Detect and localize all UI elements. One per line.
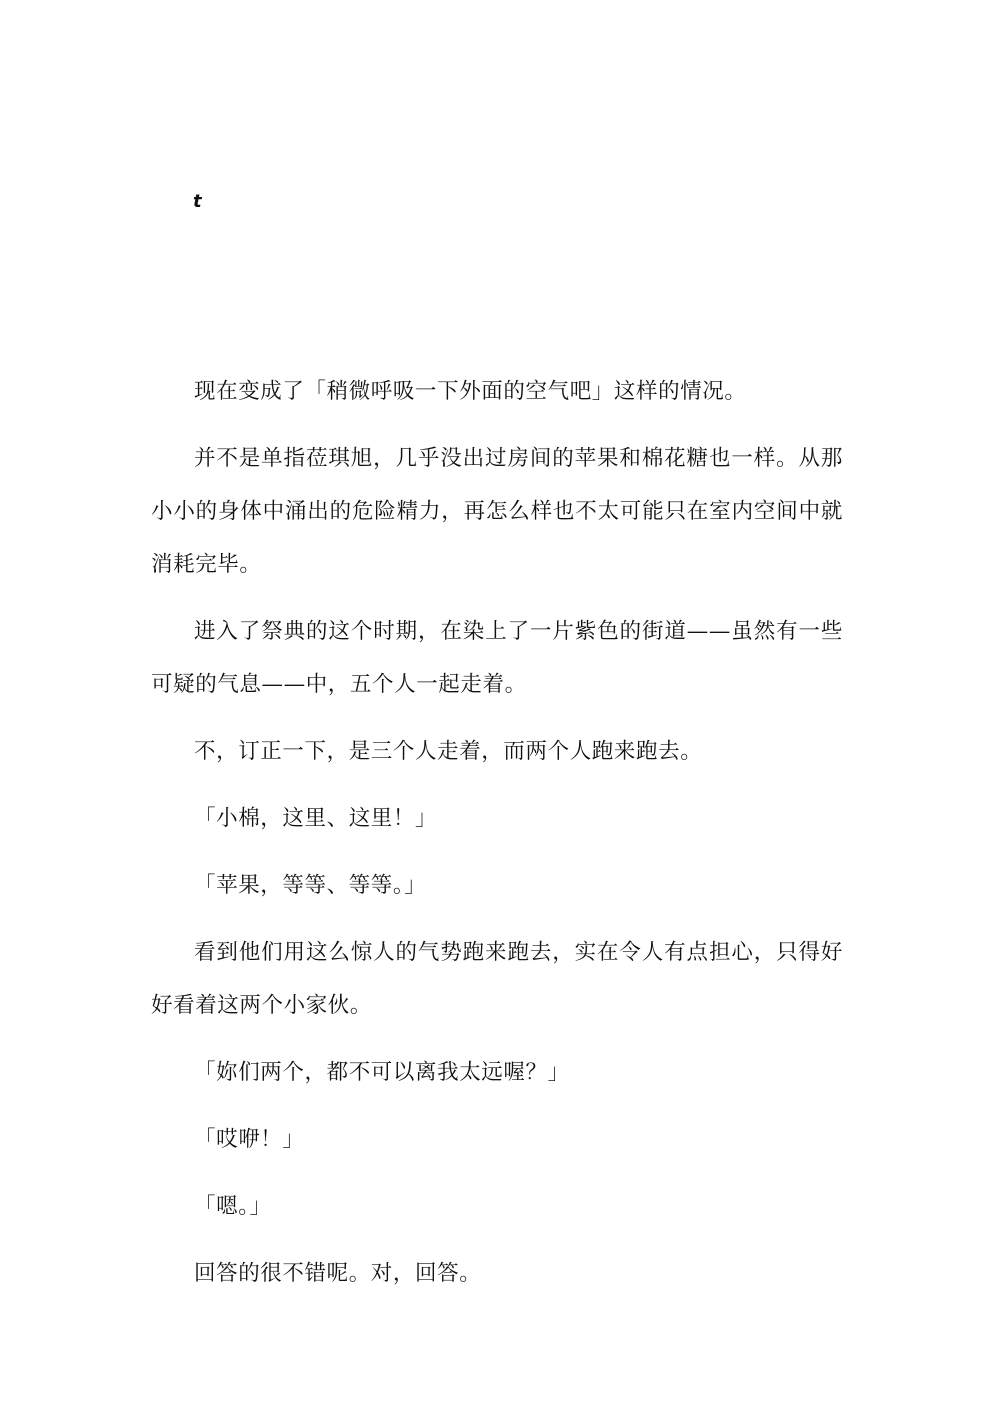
paragraph: 并不是单指莅琪旭，几乎没出过房间的苹果和棉花糖也一样。从那小小的身体中涌出的危险精力，再怎么样也不太可能只在室内空间中就消耗完毕。 xyxy=(151,446,843,577)
dialogue-line: 「妳们两个，都不可以离我太远喔？」 xyxy=(194,1060,570,1085)
stray-mark: t xyxy=(193,191,202,212)
paragraph: 回答的很不错呢。对，回答。 xyxy=(194,1261,482,1286)
dialogue-line: 「哎咿！」 xyxy=(194,1127,305,1152)
paragraph: 现在变成了「稍微呼吸一下外面的空气吧」这样的情况。 xyxy=(194,379,747,404)
dialogue-line: 「嗯。」 xyxy=(194,1194,272,1219)
paragraph: 看到他们用这么惊人的气势跑来跑去，实在令人有点担心，只得好好看着这两个小家伙。 xyxy=(151,940,843,1018)
paragraph: 不，订正一下，是三个人走着，而两个人跑来跑去。 xyxy=(194,739,703,764)
paragraph: 进入了祭典的这个时期，在染上了一片紫色的街道——虽然有一些可疑的气息——中，五个人一起走着。 xyxy=(151,619,843,697)
body-text xyxy=(151,365,843,1314)
dialogue-line: 「小棉，这里、这里！」 xyxy=(194,806,438,831)
dialogue-line: 「苹果，等等、等等。」 xyxy=(194,873,427,898)
